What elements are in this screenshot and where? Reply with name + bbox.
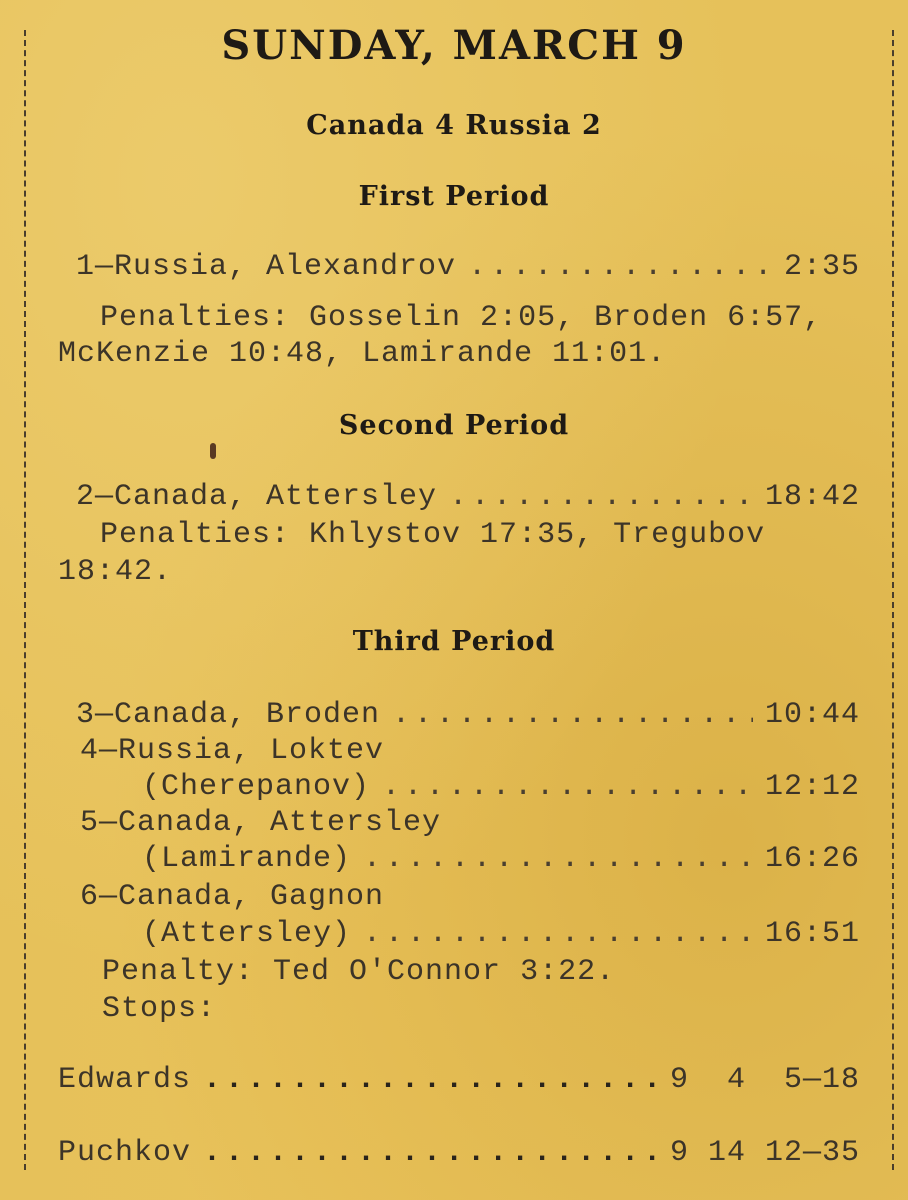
penalties-line: Penalties: Gosselin 2:05, Broden 6:57,	[100, 301, 823, 335]
goalie-name: Edwards	[58, 1063, 192, 1097]
goalie-stops: 9 4 5—18	[669, 1063, 860, 1097]
goal-scorer: 5—Canada, Attersley	[80, 806, 442, 840]
goal-time: 2:35	[783, 250, 860, 284]
goalie-name: Puchkov	[58, 1136, 192, 1170]
leader-dots	[468, 250, 772, 284]
goal-scorer: 3—Canada, Broden	[76, 698, 381, 732]
leader-dots	[363, 917, 753, 951]
stops-row	[58, 1136, 860, 1170]
date-heading: SUNDAY, MARCH 9	[221, 22, 687, 69]
goal-assist: (Lamirande)	[142, 842, 352, 876]
penalties-line: McKenzie 10:48, Lamirande 11:01.	[58, 337, 667, 371]
goal-time: 10:44	[764, 698, 860, 732]
goal-row	[76, 480, 860, 514]
penalties-line: Penalties: Khlystov 17:35, Tregubov	[100, 518, 766, 552]
goal-time: 12:12	[764, 770, 860, 804]
leader-dots	[392, 698, 753, 732]
goal-time: 18:42	[764, 480, 860, 514]
goal-row	[142, 917, 860, 951]
period-heading-first: First Period	[358, 181, 550, 212]
goalie-stops: 9 14 12—35	[669, 1136, 860, 1170]
goal-assist: (Attersley)	[142, 917, 352, 951]
stops-label: Stops:	[102, 992, 217, 1026]
leader-dots	[203, 1063, 658, 1097]
leader-dots	[449, 480, 753, 514]
goal-scorer: 6—Canada, Gagnon	[80, 880, 385, 914]
goal-scorer: 1—Russia, Alexandrov	[76, 250, 457, 284]
period-heading-second: Second Period	[338, 410, 570, 441]
goal-time: 16:51	[764, 917, 860, 951]
goal-scorer: 4—Russia, Loktev	[80, 734, 385, 768]
goal-time: 16:26	[764, 842, 860, 876]
goal-assist: (Cherepanov)	[142, 770, 371, 804]
period-heading-third: Third Period	[352, 626, 556, 657]
leader-dots	[203, 1136, 658, 1170]
goal-row	[142, 842, 860, 876]
leader-dots	[382, 770, 753, 804]
leader-dots	[363, 842, 753, 876]
goal-row	[142, 770, 860, 804]
penalties-line: 18:42.	[58, 555, 173, 589]
game-score: Canada 4 Russia 2	[306, 110, 602, 141]
goal-row	[76, 698, 860, 732]
ink-spot	[210, 443, 216, 459]
penalty-line: Penalty: Ted O'Connor 3:22.	[102, 955, 616, 989]
stops-row	[58, 1063, 860, 1097]
goal-row	[76, 250, 860, 284]
goal-scorer: 2—Canada, Attersley	[76, 480, 438, 514]
